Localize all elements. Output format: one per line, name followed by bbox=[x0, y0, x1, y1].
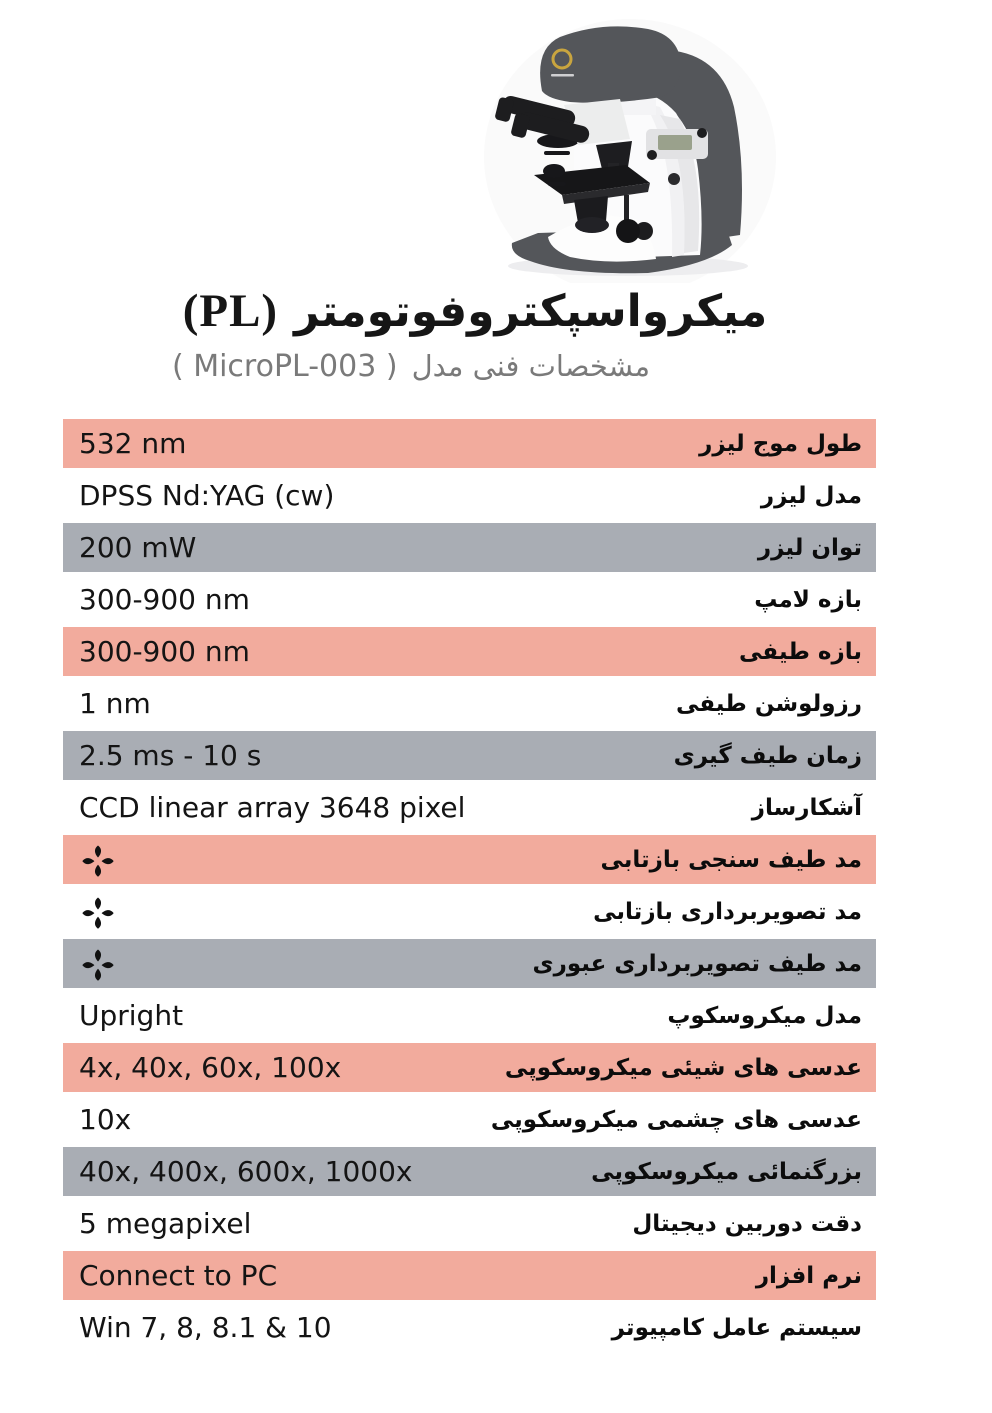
spec-label: عدسی های شیئی میکروسکوپی bbox=[504, 1054, 862, 1081]
spec-label: بزرگنمائی میکروسکوپی bbox=[591, 1158, 862, 1185]
table-row bbox=[63, 991, 876, 1040]
page-title bbox=[0, 284, 950, 338]
spec-label: رزولوشن طیفی bbox=[675, 690, 862, 717]
spec-table bbox=[63, 419, 876, 1355]
spec-label: مد طیف تصویربرداری عبوری bbox=[532, 950, 862, 977]
spec-value: Connect to PC bbox=[79, 1259, 278, 1292]
table-row bbox=[63, 835, 876, 884]
table-row bbox=[63, 1251, 876, 1300]
camera-head bbox=[540, 26, 681, 102]
table-row bbox=[63, 1043, 876, 1092]
spec-value: 200 mW bbox=[79, 531, 197, 564]
spec-value: CCD linear array 3648 pixel bbox=[79, 791, 466, 824]
table-row bbox=[63, 1199, 876, 1248]
spec-label: طول موج لیزر bbox=[699, 430, 862, 457]
page-subtitle bbox=[0, 349, 822, 384]
clover-check-icon bbox=[81, 947, 115, 981]
spec-label: عدسی های چشمی میکروسکوپی bbox=[490, 1106, 862, 1133]
spec-label: توان لیزر bbox=[757, 534, 862, 561]
spec-label: مدل میکروسکوپ bbox=[667, 1002, 862, 1029]
spec-label: نرم افزار bbox=[755, 1262, 862, 1289]
spec-value: 40x, 400x, 600x, 1000x bbox=[79, 1155, 413, 1188]
spec-label: آشکارساز bbox=[751, 794, 862, 821]
spec-label: مدل لیزر bbox=[760, 482, 862, 509]
spec-value: 10x bbox=[79, 1103, 132, 1136]
table-row bbox=[63, 679, 876, 728]
table-row bbox=[63, 471, 876, 520]
focus-knob bbox=[616, 219, 640, 243]
table-row bbox=[63, 575, 876, 624]
page-subtitle-fa: مشخصات فنی مدل bbox=[411, 349, 651, 383]
page-title-en: (PL) bbox=[182, 285, 279, 337]
spec-value: 2.5 ms - 10 s bbox=[79, 739, 262, 772]
microscope-image bbox=[478, 6, 778, 283]
spec-label: مد طیف سنجی بازتابی bbox=[600, 846, 862, 873]
spec-label: بازه لامپ bbox=[754, 586, 862, 613]
clover-check-icon bbox=[81, 895, 115, 929]
page-title-fa: میکرواسپکتروفوتومتر bbox=[294, 286, 768, 337]
table-row bbox=[63, 939, 876, 988]
table-row bbox=[63, 419, 876, 468]
spec-value: Upright bbox=[79, 999, 184, 1032]
clover-check-icon bbox=[81, 843, 115, 877]
spec-label: زمان طیف گیری bbox=[673, 742, 862, 769]
body-dot bbox=[668, 173, 680, 185]
table-row bbox=[63, 1147, 876, 1196]
spec-value: 1 nm bbox=[79, 687, 151, 720]
spec-label: بازه طیفی bbox=[739, 638, 862, 665]
table-row bbox=[63, 1095, 876, 1144]
spec-value: 300-900 nm bbox=[79, 635, 250, 668]
lcd-panel bbox=[646, 128, 708, 160]
spec-value: DPSS Nd:YAG (cw) bbox=[79, 479, 335, 512]
spec-value: 5 megapixel bbox=[79, 1207, 252, 1240]
table-row bbox=[63, 783, 876, 832]
brand-label bbox=[551, 74, 574, 77]
model-number: ( MicroPL-003 ) bbox=[171, 349, 398, 384]
spec-value: 532 nm bbox=[79, 427, 187, 460]
spec-value: 4x, 40x, 60x, 100x bbox=[79, 1051, 342, 1084]
table-row bbox=[63, 627, 876, 676]
spec-value: 300-900 nm bbox=[79, 583, 250, 616]
table-row bbox=[63, 1303, 876, 1352]
table-row bbox=[63, 887, 876, 936]
spec-label: دقت دوربین دیجیتال bbox=[632, 1210, 862, 1237]
table-row bbox=[63, 731, 876, 780]
table-row bbox=[63, 523, 876, 572]
condenser-lens bbox=[575, 217, 609, 233]
spec-label: سیستم عامل کامپیوتر bbox=[611, 1314, 862, 1341]
spec-value: Win 7, 8, 8.1 & 10 bbox=[79, 1311, 332, 1344]
spec-label: مد تصویربرداری بازتابی bbox=[593, 898, 862, 925]
